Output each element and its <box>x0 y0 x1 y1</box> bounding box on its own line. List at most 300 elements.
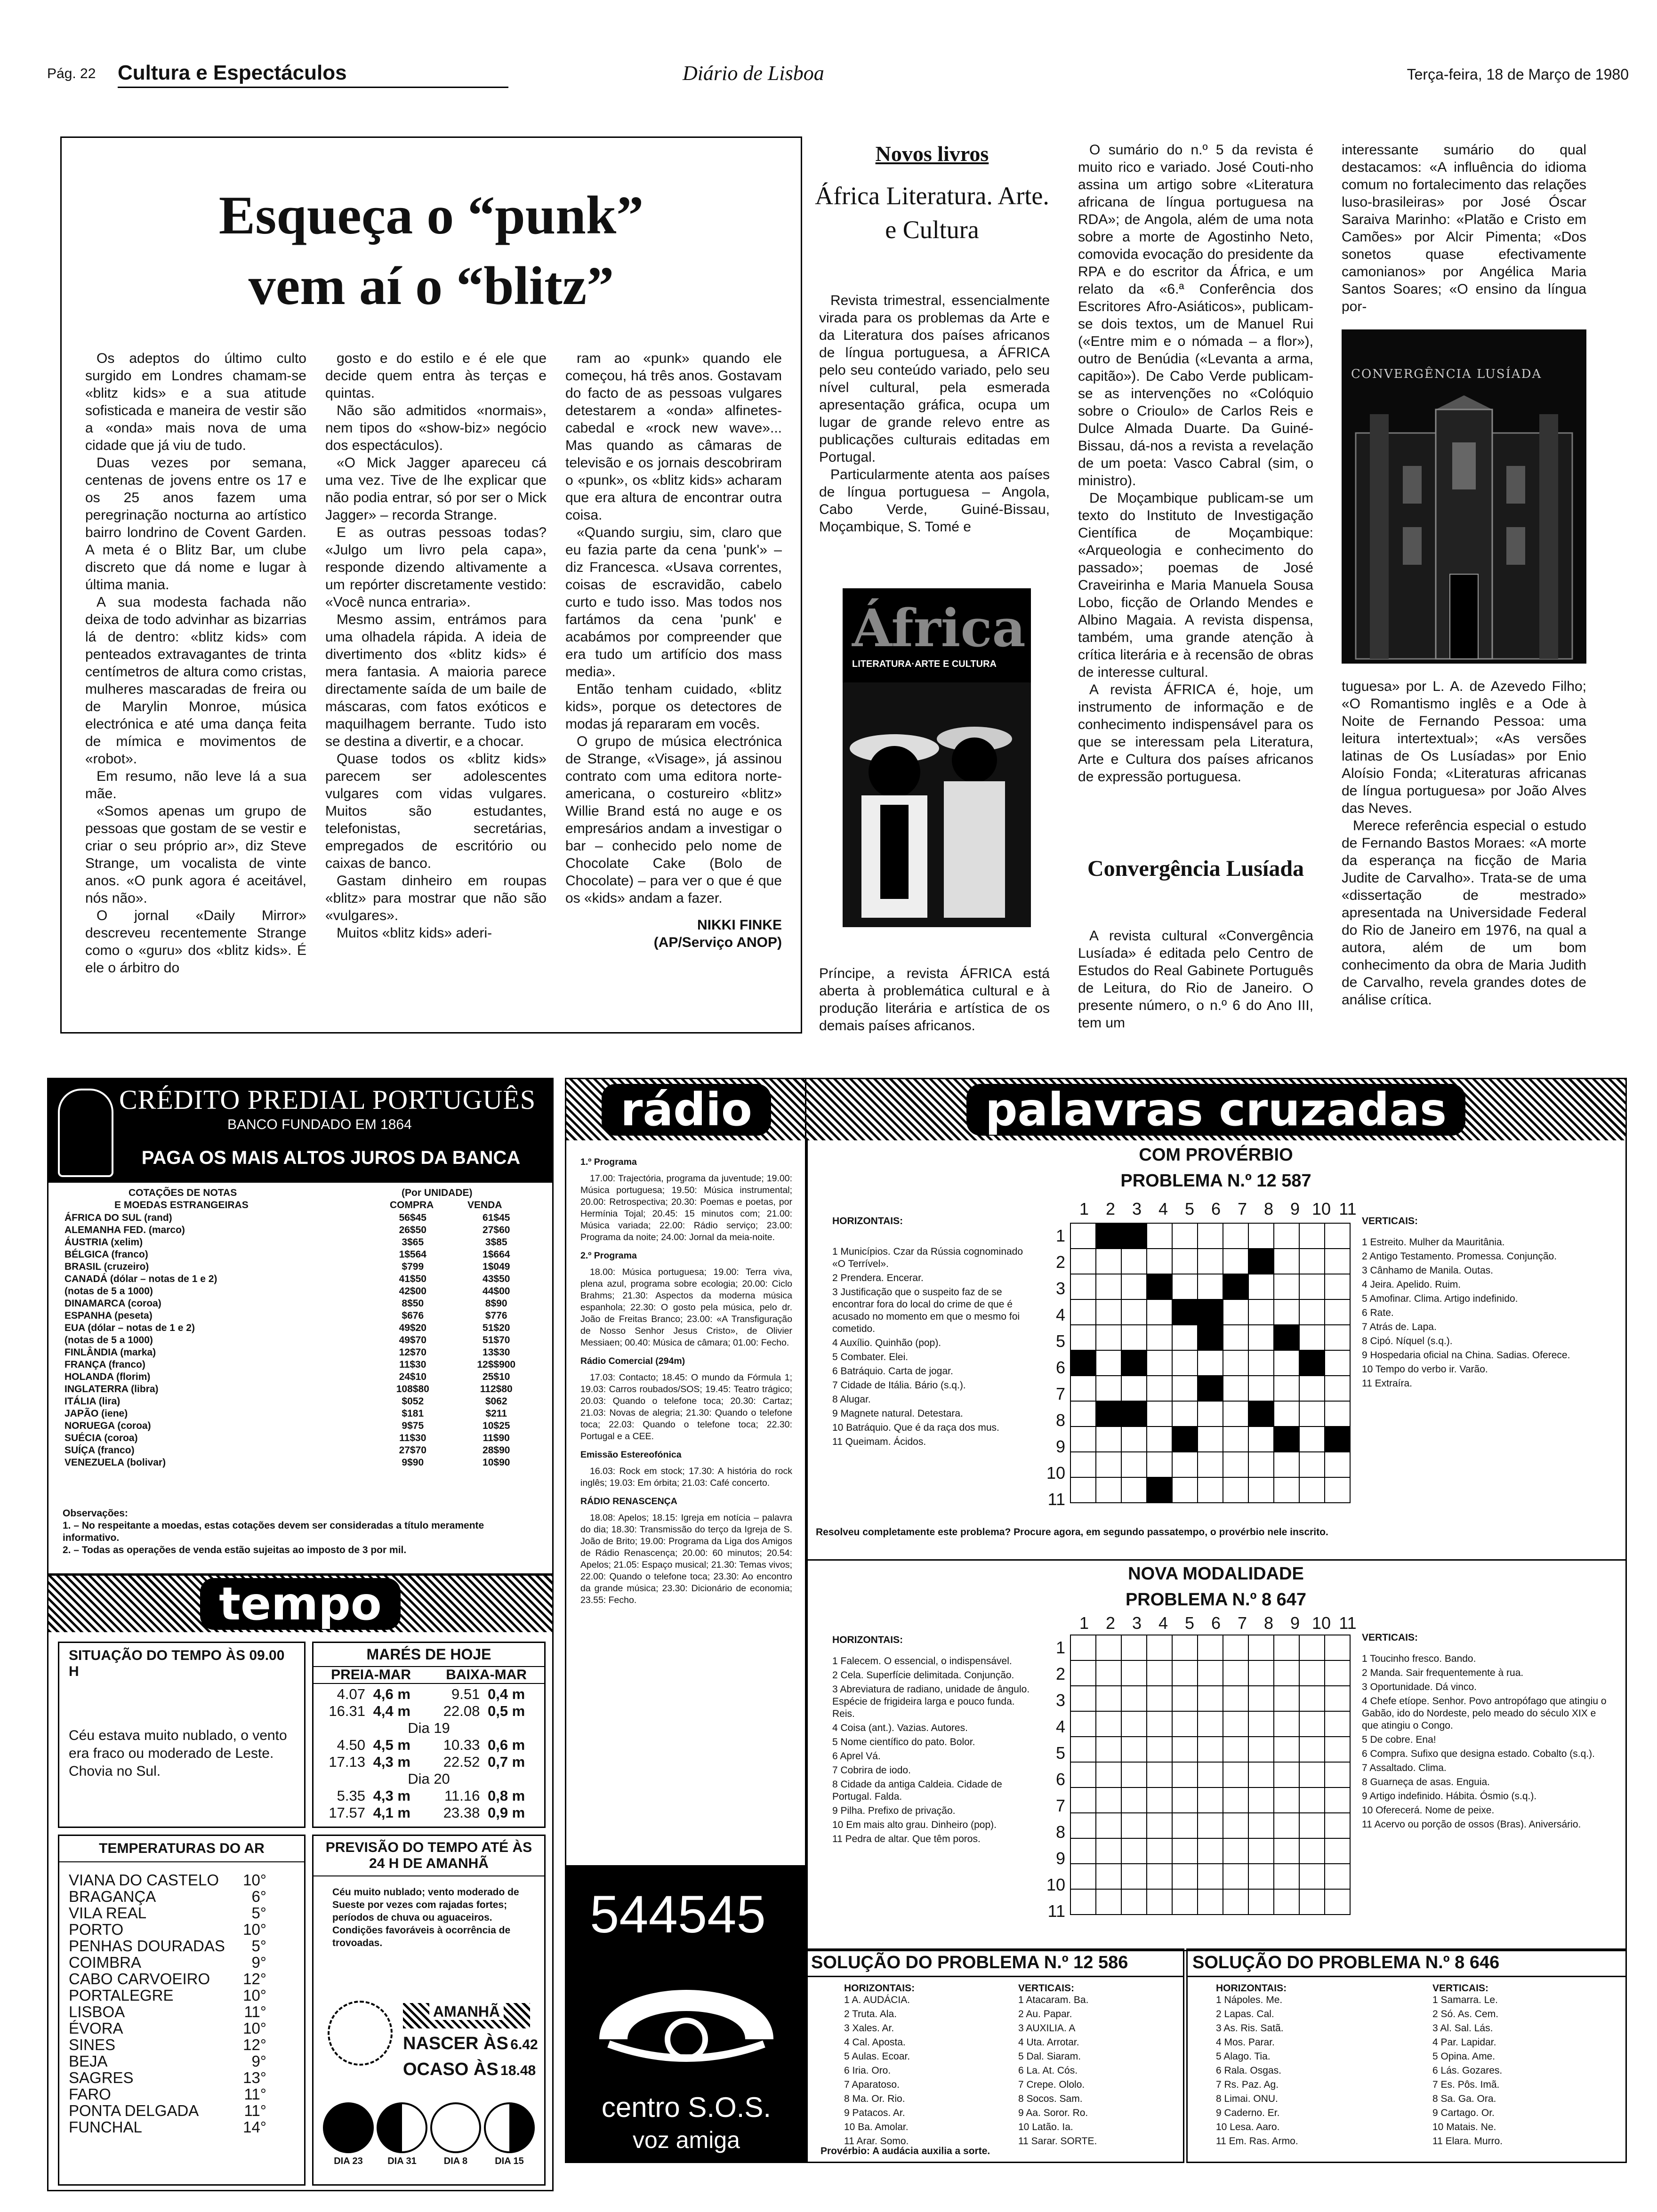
currency-name: ITÁLIA (lira) <box>64 1396 121 1407</box>
crossword-cell[interactable] <box>1198 1762 1223 1787</box>
crossword-cell[interactable] <box>1223 1889 1248 1915</box>
newspaper-name: Diário de Lisboa <box>683 62 824 85</box>
grid-number: 1 <box>1055 1638 1065 1657</box>
buy-rate: 27$70 <box>399 1445 426 1456</box>
crossword-cell[interactable] <box>1198 1711 1223 1737</box>
crossword-cell[interactable] <box>1274 1711 1299 1737</box>
crossword-cell[interactable] <box>1274 1762 1299 1787</box>
vertical-clue: 5 Amofinar. Clima. Artigo indefinido. <box>1362 1293 1518 1304</box>
last-quarter-moon-icon <box>484 2102 535 2153</box>
crossword-cell[interactable] <box>1070 1401 1096 1427</box>
crossword-cell[interactable] <box>1070 1838 1096 1864</box>
crossword-cell[interactable] <box>1096 1274 1121 1299</box>
crossword-cell[interactable] <box>1147 1249 1172 1274</box>
crossword-cell[interactable] <box>1172 1223 1198 1249</box>
crossword-cell[interactable] <box>1070 1249 1096 1274</box>
currency-name: FINLÂNDIA (marka) <box>64 1347 156 1358</box>
crossword-cell[interactable] <box>1325 1711 1350 1737</box>
crossword-cell[interactable] <box>1325 1477 1350 1503</box>
rate-row <box>63 1224 538 1236</box>
crossword-cell[interactable] <box>1299 1427 1325 1452</box>
crossword-cell[interactable] <box>1325 1249 1350 1274</box>
sell-rate: 13$30 <box>483 1347 510 1358</box>
sos-center-name: centro S.O.S. <box>601 2092 772 2123</box>
solution-entry: 7 Rs. Paz. Ag. <box>1216 2079 1279 2090</box>
crossword-cell[interactable] <box>1070 1427 1096 1452</box>
crossword-cell[interactable] <box>1223 1477 1248 1503</box>
crossword-cell[interactable] <box>1299 1864 1325 1889</box>
crossword-cell[interactable] <box>1274 1452 1299 1477</box>
crossword-cell[interactable] <box>1248 1787 1274 1813</box>
article-headline <box>62 180 801 321</box>
rate-row <box>63 1408 538 1420</box>
crossword-cell[interactable] <box>1121 1711 1147 1737</box>
crossword-cell[interactable] <box>1147 1660 1172 1686</box>
crossword-cell[interactable] <box>1274 1686 1299 1711</box>
crossword-cell[interactable] <box>1274 1813 1299 1838</box>
crossword-cell[interactable] <box>1147 1762 1172 1787</box>
forecast-title: PREVISÃO DO TEMPO ATÉ ÀS 24 H DE AMANHÃ <box>314 1836 544 1876</box>
grid-number: 8 <box>1263 1613 1274 1633</box>
crossword-cell[interactable] <box>1121 1635 1147 1660</box>
crossword-cell[interactable] <box>1274 1477 1299 1503</box>
crossword-cell[interactable] <box>1198 1427 1223 1452</box>
crossword-cell[interactable] <box>1198 1838 1223 1864</box>
crossword-cell[interactable] <box>1172 1864 1198 1889</box>
crossword-cell[interactable] <box>1325 1635 1350 1660</box>
crossword-cell[interactable] <box>1223 1762 1248 1787</box>
crossword-cell[interactable] <box>1121 1889 1147 1915</box>
crossword-cell[interactable] <box>1325 1813 1350 1838</box>
crossword-cell[interactable] <box>1223 1686 1248 1711</box>
low-tide-height: 0,6 m <box>487 1737 525 1753</box>
vertical-clue: 8 Guarneça de asas. Enguia. <box>1362 1777 1490 1787</box>
crossword-cell[interactable] <box>1147 1864 1172 1889</box>
crossword-cell[interactable] <box>1223 1635 1248 1660</box>
crossword-cell[interactable] <box>1248 1350 1274 1376</box>
crossword-cell[interactable] <box>1299 1711 1325 1737</box>
crossword-cell[interactable] <box>1070 1864 1096 1889</box>
city-temperature: 11° <box>244 2003 266 2020</box>
low-tide-height: 0,5 m <box>487 1703 525 1719</box>
tide-row <box>323 1787 535 1804</box>
crossword-cell[interactable] <box>1248 1813 1274 1838</box>
crossword-cell[interactable] <box>1172 1762 1198 1787</box>
tide-row <box>323 1703 535 1720</box>
currency-name: DINAMARCA (coroa) <box>64 1298 161 1309</box>
crossword-cell[interactable] <box>1172 1274 1198 1299</box>
crossword-cell[interactable] <box>1121 1249 1147 1274</box>
crossword-cell[interactable] <box>1070 1635 1096 1660</box>
crossword-cell[interactable] <box>1299 1477 1325 1503</box>
crossword-cell[interactable] <box>1299 1889 1325 1915</box>
horizontal-clue: 6 Aprel Vá. <box>832 1751 881 1762</box>
crossword-cell[interactable] <box>1121 1686 1147 1711</box>
crossword-cell[interactable] <box>1147 1452 1172 1477</box>
crossword-cell[interactable] <box>1223 1325 1248 1350</box>
temperature-row <box>69 2102 266 2119</box>
radio-schedule: 18.00: Música portuguesa; 19.00: Terra viva, plena azul, programa sobre ecologia; 20.00: Ciclo Brahms; 21.30: Aspectos da moderna música espanhola; 22.30: O gosto pela música, pelo dr. João de Freitas Branco; 23.00: «A Transfiguração de Nosso Senhor Jesus Cristo», de Olivier Messiaen; 00.40: Música de câmara; 01.00: Fecho. <box>580 1267 792 1348</box>
crossword-cell[interactable] <box>1096 1838 1121 1864</box>
crossword-cell[interactable] <box>1096 1477 1121 1503</box>
crossword-cell[interactable] <box>1096 1376 1121 1401</box>
crossword-cell[interactable] <box>1172 1325 1198 1350</box>
crossword-cell[interactable] <box>1223 1737 1248 1762</box>
crossword-cell[interactable] <box>1223 1838 1248 1864</box>
grid-number: 8 <box>1263 1199 1274 1218</box>
crossword-cell[interactable] <box>1172 1889 1198 1915</box>
sell-rate: 43$50 <box>483 1274 510 1284</box>
crossword-section <box>805 1078 1627 1951</box>
crossword-cell[interactable] <box>1096 1249 1121 1274</box>
crossword-cell[interactable] <box>1223 1401 1248 1427</box>
rate-row <box>63 1457 538 1469</box>
crossword-cell[interactable] <box>1147 1737 1172 1762</box>
problem-2-grid[interactable] <box>1070 1635 1351 1915</box>
crossword-cell[interactable] <box>1248 1838 1274 1864</box>
crossword-cell[interactable] <box>1172 1686 1198 1711</box>
crossword-cell[interactable] <box>1248 1325 1274 1350</box>
crossword-cell[interactable] <box>1121 1376 1147 1401</box>
crossword-cell[interactable] <box>1121 1660 1147 1686</box>
crossword-cell[interactable] <box>1096 1787 1121 1813</box>
crossword-cell[interactable] <box>1096 1864 1121 1889</box>
crossword-cell[interactable] <box>1274 1401 1299 1427</box>
crossword-cell[interactable] <box>1325 1762 1350 1787</box>
black-cell <box>1248 1249 1274 1274</box>
crossword-cell[interactable] <box>1172 1711 1198 1737</box>
buy-rate: 49$20 <box>399 1322 426 1333</box>
solution-entry: 2 Lapas. Cal. <box>1216 2009 1274 2020</box>
crossword-cell[interactable] <box>1299 1838 1325 1864</box>
crossword-cell[interactable] <box>1325 1737 1350 1762</box>
crossword-cell[interactable] <box>1248 1452 1274 1477</box>
crossword-cell[interactable] <box>1198 1635 1223 1660</box>
crossword-cell[interactable] <box>1325 1325 1350 1350</box>
crossword-cell[interactable] <box>1299 1376 1325 1401</box>
crossword-cell[interactable] <box>1172 1737 1198 1762</box>
crossword-cell[interactable] <box>1147 1889 1172 1915</box>
grid-number: 8 <box>1055 1411 1065 1430</box>
rate-row <box>63 1249 538 1261</box>
crossword-cell[interactable] <box>1274 1274 1299 1299</box>
crossword-cell[interactable] <box>1325 1864 1350 1889</box>
crossword-cell[interactable] <box>1172 1838 1198 1864</box>
black-cell <box>1325 1427 1350 1452</box>
crossword-cell[interactable] <box>1325 1299 1350 1325</box>
low-tide-height: 0,9 m <box>487 1804 525 1821</box>
solution-entry: 3 AUXILIA. A <box>1018 2023 1076 2034</box>
grid-number: 6 <box>1055 1358 1065 1377</box>
problem-1-grid[interactable] <box>1070 1223 1351 1503</box>
crossword-cell[interactable] <box>1147 1350 1172 1376</box>
horizontal-clue: 10 Batráquio. Que é da raça dos mus. <box>832 1422 999 1433</box>
crossword-cell[interactable] <box>1248 1660 1274 1686</box>
radio-schedule: 17.03: Contacto; 18.45: O mundo da Fórmula 1; 19.03: Carros roubados/SOS; 19.45: Teatro trágico; 20.03: Quando o telefone toca; 20.30: Cartaz; 21.03: Novas de alegria; 21.30: Quando o telefone toca; 22.03: Quando o telefone toca; 22.30: Portugal e a CEE. <box>580 1372 792 1442</box>
crossword-cell[interactable] <box>1274 1864 1299 1889</box>
crossword-cell[interactable] <box>1198 1274 1223 1299</box>
crossword-cell[interactable] <box>1248 1223 1274 1249</box>
crossword-cell[interactable] <box>1172 1787 1198 1813</box>
crossword-cell[interactable] <box>1325 1838 1350 1864</box>
crossword-cell[interactable] <box>1299 1762 1325 1787</box>
grid-number: 11 <box>1047 1490 1065 1509</box>
crossword-cell[interactable] <box>1325 1274 1350 1299</box>
crossword-cell[interactable] <box>1223 1660 1248 1686</box>
crossword-cell[interactable] <box>1299 1452 1325 1477</box>
crossword-cell[interactable] <box>1299 1325 1325 1350</box>
crossword-cell[interactable] <box>1070 1223 1096 1249</box>
solution-entry: 1 Atacaram. Ba. <box>1018 1995 1089 2005</box>
crossword-cell[interactable] <box>1147 1223 1172 1249</box>
crossword-cell[interactable] <box>1147 1686 1172 1711</box>
crossword-cell[interactable] <box>1198 1223 1223 1249</box>
problem-2-row-numbers <box>1037 1635 1065 1924</box>
grid-number: 10 <box>1311 1613 1331 1633</box>
crossword-cell[interactable] <box>1198 1787 1223 1813</box>
crossword-cell[interactable] <box>1248 1635 1274 1660</box>
crossword-cell[interactable] <box>1070 1452 1096 1477</box>
crossword-cell[interactable] <box>1223 1427 1248 1452</box>
crossword-cell[interactable] <box>1325 1889 1350 1915</box>
weather-title: tempo <box>200 1578 401 1630</box>
crossword-cell[interactable] <box>1248 1686 1274 1711</box>
crossword-cell[interactable] <box>1299 1787 1325 1813</box>
crossword-cell[interactable] <box>1147 1711 1172 1737</box>
crossword-cell[interactable] <box>1325 1223 1350 1249</box>
black-cell <box>1299 1350 1325 1376</box>
crossword-cell[interactable] <box>1198 1889 1223 1915</box>
crossword-cell[interactable] <box>1248 1737 1274 1762</box>
horizontal-clue: 8 Alugar. <box>832 1394 871 1405</box>
sell-rate: 51$20 <box>483 1322 510 1333</box>
crossword-cell[interactable] <box>1274 1223 1299 1249</box>
city-name: COIMBRA <box>69 1954 142 1971</box>
crossword-cell[interactable] <box>1121 1325 1147 1350</box>
crossword-cell[interactable] <box>1172 1477 1198 1503</box>
crossword-cell[interactable] <box>1274 1350 1299 1376</box>
crossword-cell[interactable] <box>1274 1635 1299 1660</box>
sell-rate: 12$$900 <box>477 1359 516 1370</box>
crossword-cell[interactable] <box>1223 1813 1248 1838</box>
crossword-cell[interactable] <box>1325 1660 1350 1686</box>
crossword-cell[interactable] <box>1172 1376 1198 1401</box>
crossword-cell[interactable] <box>1121 1477 1147 1503</box>
crossword-cell[interactable] <box>1274 1249 1299 1274</box>
crossword-cell[interactable] <box>1223 1249 1248 1274</box>
crossword-cell[interactable] <box>1274 1838 1299 1864</box>
temperature-row <box>69 1905 266 1921</box>
grid-number: 2 <box>1055 1664 1065 1683</box>
crossword-cell[interactable] <box>1070 1299 1096 1325</box>
crossword-cell[interactable] <box>1070 1325 1096 1350</box>
crossword-cell[interactable] <box>1299 1249 1325 1274</box>
crossword-cell[interactable] <box>1070 1787 1096 1813</box>
crossword-cell[interactable] <box>1248 1864 1274 1889</box>
buy-rate: 26$50 <box>399 1225 426 1235</box>
crossword-cell[interactable] <box>1121 1787 1147 1813</box>
city-name: PONTA DELGADA <box>69 2102 199 2119</box>
crossword-cell[interactable] <box>1325 1452 1350 1477</box>
crossword-cell[interactable] <box>1172 1635 1198 1660</box>
low-tide-time: 11.16 <box>444 1787 480 1804</box>
vertical-clue: 11 Acervo ou porção de ossos (Bras). Aniversário. <box>1362 1819 1581 1830</box>
crossword-cell[interactable] <box>1096 1452 1121 1477</box>
crossword-cell[interactable] <box>1223 1223 1248 1249</box>
sell-rate: 44$00 <box>483 1286 510 1297</box>
crossword-cell[interactable] <box>1096 1660 1121 1686</box>
books-column-2: O sumário do n.º 5 da revista é muito rico e variado. José Couti-nho assina um artigo sobre «Literatura africana de língua portuguesa na RDA»; de Angola, além de uma nota sobre a morte de Agostinho Neto, comovida evocação do presidente da RPA e do escritor da África, e um relato da «6.ª Conferência dos Escritores Afro-Asiáticos», publicam-se dois textos, um de Manuel Rui («Entre mim e o nómada – a flor»), outro de Benúdia («Levanta a arma, capitão»). De Cabo Verde publicam-se as intervenções no «Colóquio sobre o Crioulo» de Carlos Reis e Dulce Almada Duarte. Da Guiné-Bissau, dá-nos a revista a revelação de um poeta: Vasco Cabral (sim, o ministro). De Moçambique publicam-se um texto do Instituto de Investigação Científica de Moçambique: «Arqueologia e conhecimento do passado»; poemas de José Craveirinha e Maria Manuela Sousa Lobo, ficção de Orlando Mendes e Albino Magaia. A revista dispensa, também, uma grande atenção à crítica literária e à recensão de obras de interesse cultural. A revista ÁFRICA é, hoje, um instrumento de informação e de conhecimento indispensável para os que se interessam pela Literatura, Arte e Cultura dos países africanos de expressão portuguesa. <box>1078 142 1313 785</box>
crossword-cell[interactable] <box>1121 1737 1147 1762</box>
crossword-cell[interactable] <box>1223 1787 1248 1813</box>
crossword-cell[interactable] <box>1198 1452 1223 1477</box>
crossword-cell[interactable] <box>1198 1350 1223 1376</box>
books-heading: Novos livros <box>875 142 989 166</box>
crossword-cell[interactable] <box>1121 1452 1147 1477</box>
grid-number: 1 <box>1079 1613 1089 1633</box>
crossword-cell[interactable] <box>1070 1686 1096 1711</box>
solution-entry: 8 Ma. Or. Rio. <box>844 2093 905 2104</box>
crossword-cell[interactable] <box>1299 1813 1325 1838</box>
crossword-cell[interactable] <box>1223 1350 1248 1376</box>
crossword-cell[interactable] <box>1147 1838 1172 1864</box>
crossword-cell[interactable] <box>1274 1299 1299 1325</box>
crossword-cell[interactable] <box>1299 1274 1325 1299</box>
crossword-cell[interactable] <box>1096 1762 1121 1787</box>
crossword-cell[interactable] <box>1274 1889 1299 1915</box>
crossword-cell[interactable] <box>1147 1376 1172 1401</box>
crossword-cell[interactable] <box>1096 1350 1121 1376</box>
crossword-cell[interactable] <box>1096 1427 1121 1452</box>
crossword-cell[interactable] <box>1248 1889 1274 1915</box>
solution-entry: 8 Limai. ONU. <box>1216 2093 1278 2104</box>
crossword-cell[interactable] <box>1248 1427 1274 1452</box>
crossword-cell[interactable] <box>1147 1325 1172 1350</box>
crossword-cell[interactable] <box>1325 1376 1350 1401</box>
crossword-cell[interactable] <box>1172 1401 1198 1427</box>
problem-1-horizontals: HORIZONTAIS: 1 Municípios. Czar da Rússia cognominado «O Terrível». 2 Prendera. Encerar. 3 Justificação que o suspeito faz de se encontrar fora do local do crime de que é acusado no momento em que o mesmo foi cometido. 4 Auxílio. Quinhão (pop). 5 Combater. Elei. 6 Batráquio. Carta de jogar. 7 Cidade de Itália. Bário (s.q.). 8 Alugar. 9 Magnete natural. Detestara. 10 Batráquio. Que é da raça dos mus. 11 Queimam. Ácidos. <box>832 1216 1035 1450</box>
crossword-cell[interactable] <box>1121 1838 1147 1864</box>
crossword-cell[interactable] <box>1070 1477 1096 1503</box>
crossword-cell[interactable] <box>1299 1401 1325 1427</box>
crossword-cell[interactable] <box>1325 1787 1350 1813</box>
crossword-cell[interactable] <box>1147 1427 1172 1452</box>
crossword-cell[interactable] <box>1198 1401 1223 1427</box>
radio-section <box>565 1078 808 2163</box>
crossword-cell[interactable] <box>1147 1787 1172 1813</box>
crossword-cell[interactable] <box>1223 1452 1248 1477</box>
crossword-cell[interactable] <box>1172 1813 1198 1838</box>
rate-row <box>63 1334 538 1346</box>
crossword-cell[interactable] <box>1172 1249 1198 1274</box>
crossword-cell[interactable] <box>1248 1274 1274 1299</box>
crossword-cell[interactable] <box>1198 1686 1223 1711</box>
crossword-cell[interactable] <box>1121 1762 1147 1787</box>
forecast-box <box>312 1835 546 2186</box>
crossword-cell[interactable] <box>1096 1737 1121 1762</box>
crossword-cell[interactable] <box>1223 1864 1248 1889</box>
crossword-cell[interactable] <box>1070 1711 1096 1737</box>
sell-rate: 1$664 <box>483 1249 510 1260</box>
crossword-cell[interactable] <box>1299 1299 1325 1325</box>
crossword-cell[interactable] <box>1274 1737 1299 1762</box>
crossword-cell[interactable] <box>1121 1864 1147 1889</box>
crossword-cell[interactable] <box>1223 1711 1248 1737</box>
crossword-cell[interactable] <box>1096 1711 1121 1737</box>
crossword-cell[interactable] <box>1248 1711 1274 1737</box>
grid-number: 5 <box>1184 1199 1195 1218</box>
crossword-cell[interactable] <box>1172 1660 1198 1686</box>
crossword-cell[interactable] <box>1248 1477 1274 1503</box>
crossword-cell[interactable] <box>1248 1299 1274 1325</box>
crossword-cell[interactable] <box>1070 1274 1096 1299</box>
crossword-cell[interactable] <box>1198 1249 1223 1274</box>
crossword-cell[interactable] <box>1147 1813 1172 1838</box>
crossword-cell[interactable] <box>1248 1376 1274 1401</box>
crossword-cell[interactable] <box>1248 1762 1274 1787</box>
article-signature: NIKKI FINKE <box>697 917 782 933</box>
crossword-cell[interactable] <box>1121 1274 1147 1299</box>
crossword-cell[interactable] <box>1147 1635 1172 1660</box>
crossword-cell[interactable] <box>1274 1660 1299 1686</box>
crossword-cell[interactable] <box>1223 1299 1248 1325</box>
crossword-cell[interactable] <box>1299 1660 1325 1686</box>
crossword-cell[interactable] <box>1121 1427 1147 1452</box>
crossword-cell[interactable] <box>1096 1635 1121 1660</box>
crossword-cell[interactable] <box>1198 1660 1223 1686</box>
crossword-cell[interactable] <box>1325 1686 1350 1711</box>
crossword-cell[interactable] <box>1274 1376 1299 1401</box>
crossword-cell[interactable] <box>1070 1762 1096 1787</box>
crossword-cell[interactable] <box>1198 1864 1223 1889</box>
crossword-cell[interactable] <box>1299 1737 1325 1762</box>
crossword-cell[interactable] <box>1070 1376 1096 1401</box>
crossword-cell[interactable] <box>1299 1635 1325 1660</box>
crossword-cell[interactable] <box>1096 1299 1121 1325</box>
crossword-cell[interactable] <box>1299 1223 1325 1249</box>
crossword-cell[interactable] <box>1070 1737 1096 1762</box>
crossword-cell[interactable] <box>1096 1325 1121 1350</box>
horizontal-clue: 7 Cobrira de iodo. <box>832 1765 911 1776</box>
crossword-cell[interactable] <box>1172 1350 1198 1376</box>
crossword-cell[interactable] <box>1070 1660 1096 1686</box>
vertical-clue: 7 Atrás de. Lapa. <box>1362 1322 1437 1332</box>
crossword-cell[interactable] <box>1325 1401 1350 1427</box>
crossword-cell[interactable] <box>1198 1477 1223 1503</box>
city-temperature: 5° <box>251 1937 266 1955</box>
crossword-cell[interactable] <box>1325 1350 1350 1376</box>
tide-day: Dia 19 <box>408 1720 450 1736</box>
crossword-cell[interactable] <box>1147 1299 1172 1325</box>
crossword-cell[interactable] <box>1096 1889 1121 1915</box>
crossword-cell[interactable] <box>1121 1813 1147 1838</box>
crossword-cell[interactable] <box>1198 1737 1223 1762</box>
crossword-cell[interactable] <box>1172 1452 1198 1477</box>
high-tide-time: 17.13 <box>329 1754 365 1770</box>
crossword-cell[interactable] <box>1299 1686 1325 1711</box>
crossword-cell[interactable] <box>1096 1686 1121 1711</box>
crossword-cell[interactable] <box>1147 1401 1172 1427</box>
vertical-clue: 2 Antigo Testamento. Promessa. Conjunção. <box>1362 1251 1557 1262</box>
crossword-cell[interactable] <box>1121 1299 1147 1325</box>
crossword-cell[interactable] <box>1198 1813 1223 1838</box>
crossword-cell[interactable] <box>1070 1813 1096 1838</box>
crossword-cell[interactable] <box>1223 1376 1248 1401</box>
crossword-cell[interactable] <box>1096 1813 1121 1838</box>
bank-slogan: PAGA OS MAIS ALTOS JUROS DA BANCA <box>141 1147 521 1168</box>
crossword-cell[interactable] <box>1070 1889 1096 1915</box>
crossword-cell[interactable] <box>1274 1787 1299 1813</box>
